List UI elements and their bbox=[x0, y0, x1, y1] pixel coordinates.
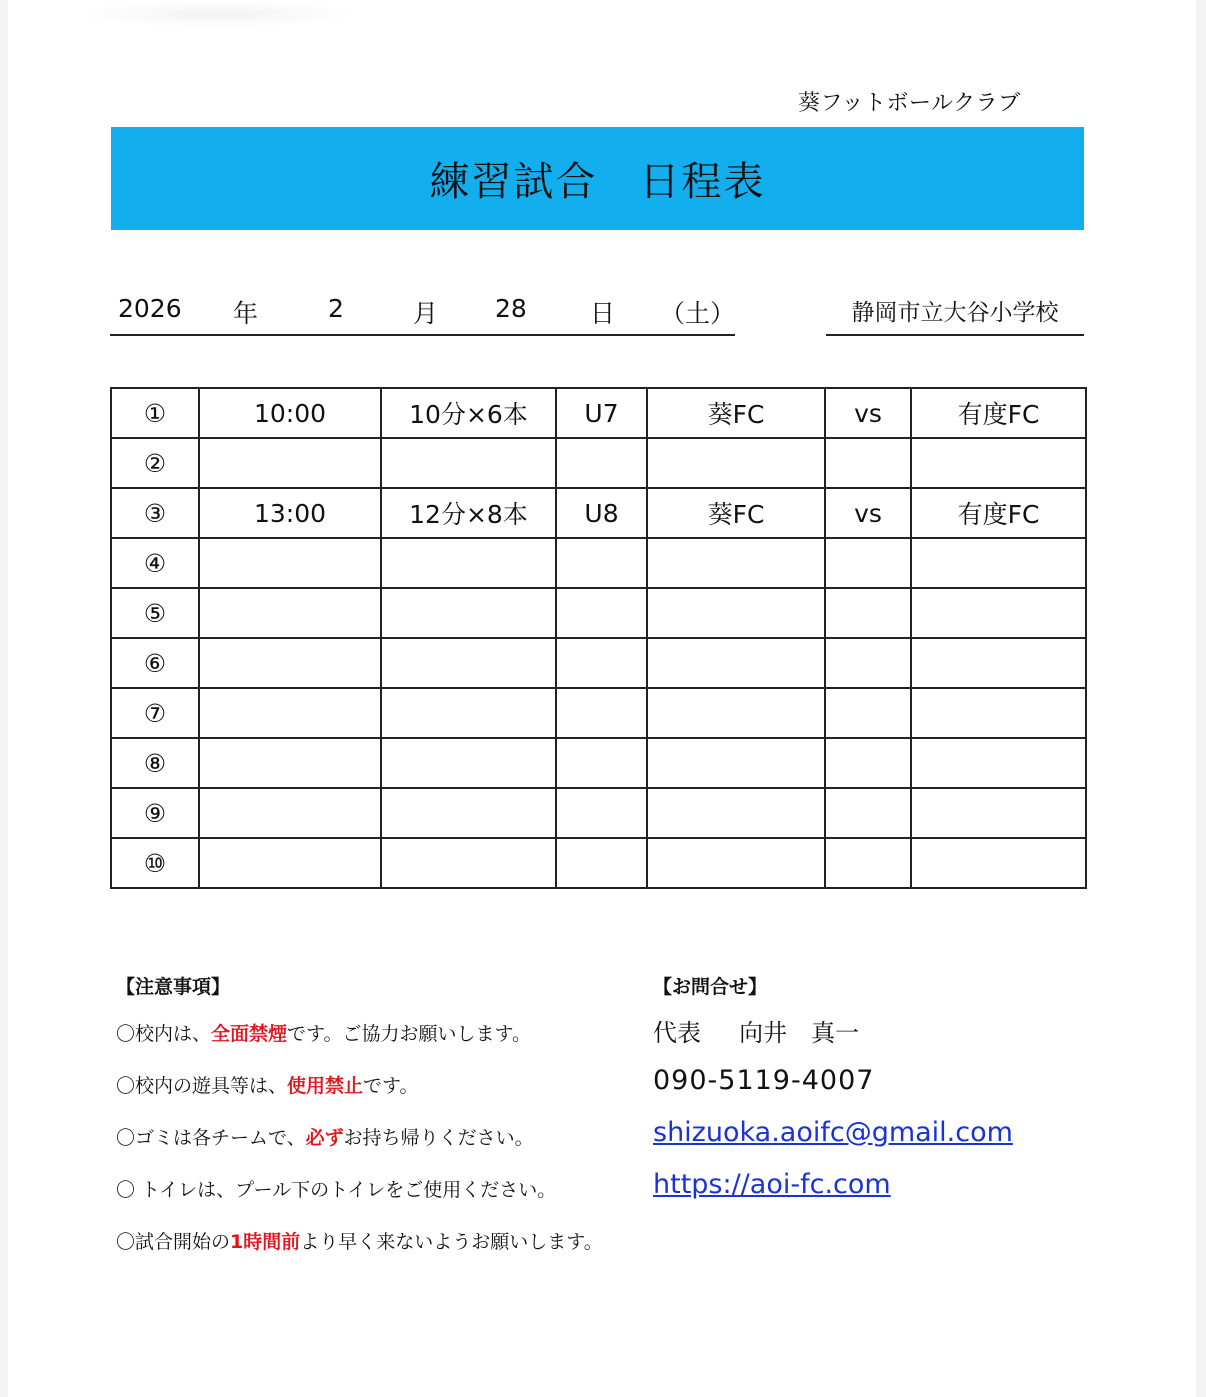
table-row bbox=[111, 688, 1086, 738]
cell-home bbox=[647, 738, 825, 788]
note-before: 〇校内の遊具等は、 bbox=[116, 1075, 288, 1097]
note-emph: 1時間前 bbox=[230, 1231, 301, 1253]
cell-vs bbox=[825, 838, 911, 888]
cell-no: ② bbox=[111, 438, 199, 488]
cell-home bbox=[647, 838, 825, 888]
cell-category bbox=[556, 638, 647, 688]
table-row bbox=[111, 738, 1086, 788]
cell-vs bbox=[825, 788, 911, 838]
cell-no: ④ bbox=[111, 538, 199, 588]
cell-no: ⑤ bbox=[111, 588, 199, 638]
cell-away bbox=[911, 838, 1086, 888]
date-month: 2 bbox=[328, 294, 344, 323]
note-after: です。 bbox=[363, 1075, 419, 1097]
cell-format: 12分×8本 bbox=[381, 488, 556, 538]
cell-no: ⑥ bbox=[111, 638, 199, 688]
cell-home bbox=[647, 638, 825, 688]
cell-home: 葵FC bbox=[647, 388, 825, 438]
title-main: 練習試合 bbox=[429, 159, 598, 205]
note-item bbox=[116, 1227, 603, 1279]
contact-heading: 【お問合せ】 bbox=[653, 976, 768, 998]
cell-format bbox=[381, 438, 556, 488]
cell-time bbox=[199, 688, 381, 738]
club-name: 葵フットボールクラブ bbox=[798, 91, 1021, 116]
note-item bbox=[116, 1175, 603, 1227]
cell-home: 葵FC bbox=[647, 488, 825, 538]
venue-field bbox=[826, 290, 1084, 336]
cell-home bbox=[647, 588, 825, 638]
cell-away: 有度FC bbox=[911, 388, 1086, 438]
scan-smudge bbox=[78, 0, 358, 28]
date-day: 28 bbox=[495, 294, 527, 323]
cell-vs bbox=[825, 738, 911, 788]
date-day-unit: 日 bbox=[590, 299, 616, 328]
cell-no: ⑩ bbox=[111, 838, 199, 888]
cell-category bbox=[556, 538, 647, 588]
title-sub: 日程表 bbox=[639, 159, 766, 205]
table-row bbox=[111, 488, 1086, 538]
cell-time bbox=[199, 638, 381, 688]
contact-website-link[interactable]: https://aoi-fc.com bbox=[653, 1169, 891, 1200]
cell-category bbox=[556, 738, 647, 788]
notes-section bbox=[116, 972, 603, 1279]
cell-category bbox=[556, 788, 647, 838]
cell-no: ③ bbox=[111, 488, 199, 538]
document-page bbox=[8, 0, 1196, 1397]
cell-vs bbox=[825, 638, 911, 688]
table-row bbox=[111, 588, 1086, 638]
cell-time bbox=[199, 788, 381, 838]
title-banner bbox=[111, 127, 1084, 230]
cell-category: U8 bbox=[556, 488, 647, 538]
note-before: 〇試合開始の bbox=[116, 1231, 231, 1253]
cell-home bbox=[647, 788, 825, 838]
cell-home bbox=[647, 438, 825, 488]
cell-format bbox=[381, 588, 556, 638]
cell-format bbox=[381, 538, 556, 588]
rep-name: 向井 真一 bbox=[739, 1019, 860, 1047]
notes-heading: 【注意事項】 bbox=[116, 976, 231, 998]
date-weekday: （土） bbox=[660, 299, 736, 328]
table-row bbox=[111, 538, 1086, 588]
cell-no: ⑦ bbox=[111, 688, 199, 738]
note-item bbox=[116, 1019, 603, 1071]
cell-away bbox=[911, 738, 1086, 788]
cell-format bbox=[381, 638, 556, 688]
cell-category bbox=[556, 588, 647, 638]
note-before: 〇校内は、 bbox=[116, 1023, 212, 1045]
note-before: 〇ゴミは各チームで、 bbox=[116, 1127, 306, 1149]
note-after: より早く来ないようお願いします。 bbox=[300, 1231, 603, 1253]
cell-format bbox=[381, 688, 556, 738]
cell-vs bbox=[825, 688, 911, 738]
cell-no: ⑨ bbox=[111, 788, 199, 838]
cell-away bbox=[911, 438, 1086, 488]
cell-vs: vs bbox=[825, 388, 911, 438]
note-emph: 全面禁煙 bbox=[211, 1023, 288, 1045]
cell-no: ⑧ bbox=[111, 738, 199, 788]
cell-format: 10分×6本 bbox=[381, 388, 556, 438]
table-row bbox=[111, 438, 1086, 488]
cell-time: 10:00 bbox=[199, 388, 381, 438]
cell-away bbox=[911, 788, 1086, 838]
cell-time bbox=[199, 588, 381, 638]
contact-email-link[interactable]: shizuoka.aoifc@gmail.com bbox=[653, 1117, 1013, 1148]
cell-category: U7 bbox=[556, 388, 647, 438]
note-emph: 使用禁止 bbox=[287, 1075, 364, 1097]
table-row bbox=[111, 838, 1086, 888]
cell-vs bbox=[825, 588, 911, 638]
cell-category bbox=[556, 438, 647, 488]
note-item bbox=[116, 1123, 603, 1175]
cell-home bbox=[647, 688, 825, 738]
note-after: お持ち帰りください。 bbox=[343, 1127, 534, 1149]
rep-label: 代表 bbox=[653, 1019, 701, 1047]
table-row bbox=[111, 788, 1086, 838]
contact-section bbox=[653, 972, 1013, 1221]
cell-format bbox=[381, 788, 556, 838]
cell-away bbox=[911, 638, 1086, 688]
schedule-table bbox=[110, 387, 1087, 889]
note-emph: 必ず bbox=[305, 1127, 344, 1149]
cell-time bbox=[199, 438, 381, 488]
cell-format bbox=[381, 838, 556, 888]
date-year-unit: 年 bbox=[233, 299, 259, 328]
note-after: です。ご協力お願いします。 bbox=[287, 1023, 531, 1045]
cell-time bbox=[199, 538, 381, 588]
cell-vs bbox=[825, 538, 911, 588]
contact-representative bbox=[653, 1013, 1013, 1065]
cell-time: 13:00 bbox=[199, 488, 381, 538]
contact-phone: 090-5119-4007 bbox=[653, 1065, 875, 1096]
cell-away bbox=[911, 538, 1086, 588]
venue-name: 静岡市立大谷小学校 bbox=[851, 300, 1059, 326]
table-row bbox=[111, 638, 1086, 688]
cell-vs: vs bbox=[825, 488, 911, 538]
cell-away bbox=[911, 688, 1086, 738]
note-before: 〇 トイレは、プール下のトイレをご使用ください。 bbox=[116, 1179, 557, 1201]
date-month-unit: 月 bbox=[413, 299, 439, 328]
date-line bbox=[110, 290, 735, 336]
cell-away bbox=[911, 588, 1086, 638]
cell-away: 有度FC bbox=[911, 488, 1086, 538]
cell-no: ① bbox=[111, 388, 199, 438]
cell-format bbox=[381, 738, 556, 788]
cell-home bbox=[647, 538, 825, 588]
note-item bbox=[116, 1071, 603, 1123]
date-year: 2026 bbox=[118, 294, 182, 323]
table-row bbox=[111, 388, 1086, 438]
cell-time bbox=[199, 738, 381, 788]
cell-category bbox=[556, 838, 647, 888]
cell-vs bbox=[825, 438, 911, 488]
cell-time bbox=[199, 838, 381, 888]
cell-category bbox=[556, 688, 647, 738]
